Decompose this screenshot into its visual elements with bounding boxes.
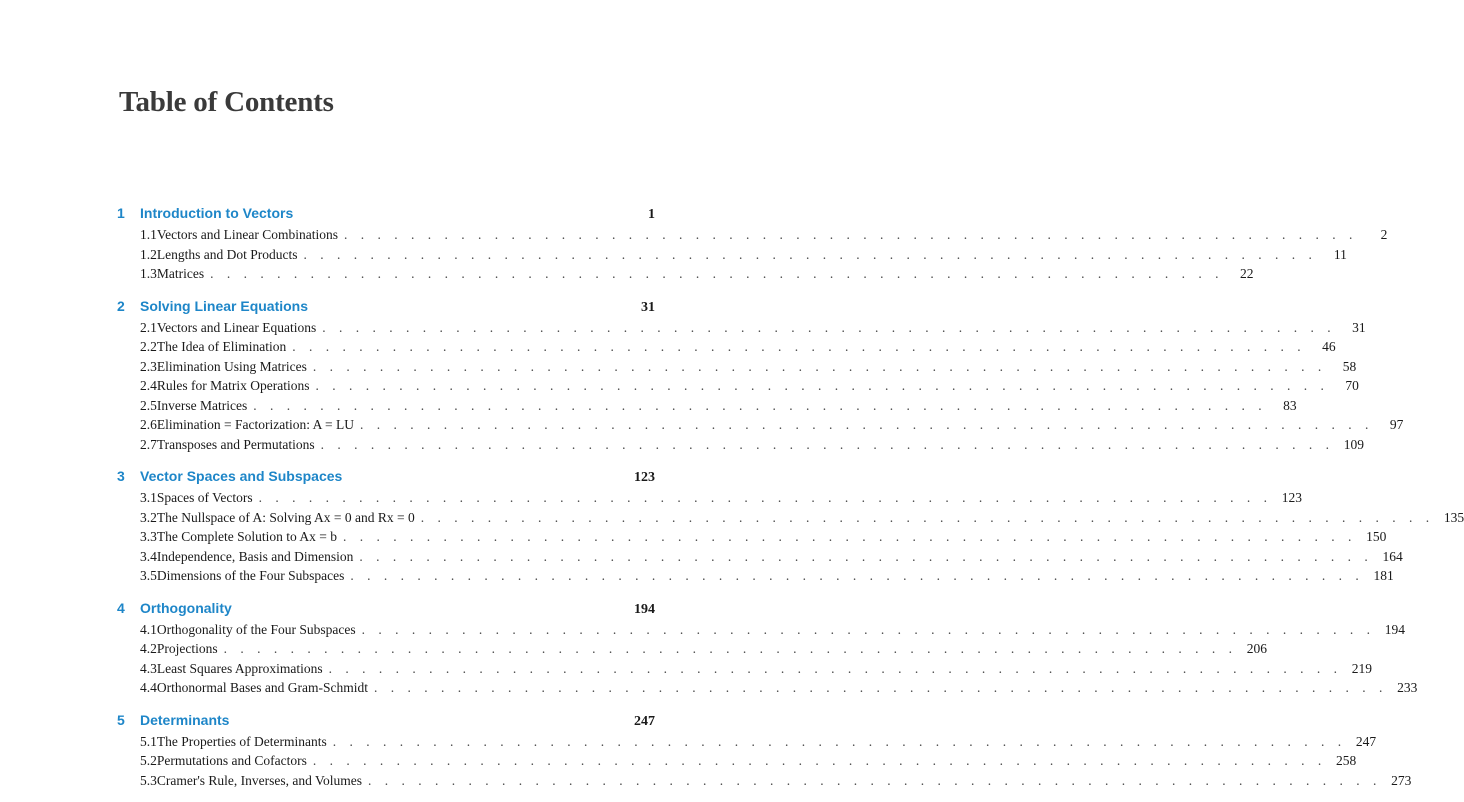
chapter-heading-row[interactable] <box>117 203 655 224</box>
section-title-link[interactable]: Vectors and Linear Equations <box>156 319 317 335</box>
section-entry[interactable] <box>117 488 1302 508</box>
chapter-number: 3 <box>117 468 125 484</box>
section-title-link[interactable]: Orthogonality of the Four Subspaces <box>156 621 356 637</box>
dot-leader: . . . . . . . . . . . . . . . . . . . . . . . . . . . . . . . . . . . . . . . . . . . . . . . . . . . . . . . . . . . . . <box>312 753 1327 768</box>
section-number: 1.1 <box>140 227 157 242</box>
chapter-block <box>117 296 1404 455</box>
section-page-number: 247 <box>1355 733 1377 749</box>
chapter-number: 5 <box>117 711 125 728</box>
section-page-number: 83 <box>1283 397 1297 413</box>
section-number: 1.3 <box>140 266 157 281</box>
section-title-link[interactable]: Cramer's Rule, Inverses, and Volumes <box>156 772 363 788</box>
section-number: 4.2 <box>140 641 157 656</box>
dot-leader: . . . . . . . . . . . . . . . . . . . . . . . . . . . . . . . . . . . . . . . . . . . . . . . . . . . . . . . . . . . . . <box>343 227 1358 242</box>
section-page-number: 219 <box>1351 660 1372 676</box>
section-entry[interactable] <box>117 225 1388 245</box>
section-number: 2.5 <box>140 397 157 413</box>
section-title-link[interactable]: The Nullspace of A: Solving Ax = 0 and Rx = 0 <box>156 509 415 525</box>
section-number: 4.1 <box>140 621 157 637</box>
section-number: 5.1 <box>140 733 157 749</box>
section-number: 5.3 <box>140 772 157 788</box>
section-entry[interactable] <box>117 620 1405 640</box>
dot-leader: . . . . . . . . . . . . . . . . . . . . . . . . . . . . . . . . . . . . . . . . . . . . . . . . . . . . . . . . . . . . . <box>328 660 1342 676</box>
section-title-link[interactable]: Least Squares Approximations <box>156 660 323 676</box>
chapter-block <box>117 466 1464 586</box>
section-title-link[interactable]: The Properties of Determinants <box>156 733 327 749</box>
section-entry[interactable] <box>117 566 1394 586</box>
chapter-block <box>117 203 1388 284</box>
section-page-number: 258 <box>1335 753 1357 768</box>
dot-leader: . . . . . . . . . . . . . . . . . . . . . . . . . . . . . . . . . . . . . . . . . . . . . . . . . . . . . . . . . . . . . <box>368 772 1382 788</box>
section-entry[interactable] <box>117 264 1254 284</box>
dot-leader: . . . . . . . . . . . . . . . . . . . . . . . . . . . . . . . . . . . . . . . . . . . . . . . . . . . . . . . . . . . . . <box>359 548 1373 564</box>
section-title-link[interactable]: The Idea of Elimination <box>156 339 287 354</box>
section-page-number: 135 <box>1443 509 1464 525</box>
section-number: 3.5 <box>140 568 157 583</box>
section-page-number: 11 <box>1333 246 1347 262</box>
chapter-number: 4 <box>117 599 125 616</box>
chapter-page-number: 123 <box>634 470 655 485</box>
section-number: 3.3 <box>140 529 157 544</box>
section-page-number: 58 <box>1342 358 1357 374</box>
section-number: 2.4 <box>140 378 157 393</box>
section-number: 2.1 <box>140 319 157 335</box>
dot-leader: . . . . . . . . . . . . . . . . . . . . . . . . . . . . . . . . . . . . . . . . . . . . . . . . . . . . . . . . . . . . . <box>292 339 1306 354</box>
section-title-link[interactable]: Projections <box>156 641 218 656</box>
section-number: 2.7 <box>140 436 157 452</box>
chapter-title-link[interactable]: Orthogonality <box>140 599 232 616</box>
dot-leader: . . . . . . . . . . . . . . . . . . . . . . . . . . . . . . . . . . . . . . . . . . . . . . . . . . . . . . . . . . . . . <box>210 266 1224 281</box>
section-title-link[interactable]: Orthonormal Bases and Gram-Schmidt <box>156 680 368 695</box>
chapter-title-link[interactable]: Introduction to Vectors <box>140 205 294 221</box>
section-page-number: 31 <box>1352 319 1366 335</box>
section-page-number: 164 <box>1382 548 1403 564</box>
table-of-contents <box>117 203 1464 802</box>
section-page-number: 22 <box>1239 266 1254 281</box>
chapter-page-number: 31 <box>641 299 655 315</box>
section-page-number: 273 <box>1391 772 1412 788</box>
section-entry[interactable] <box>117 245 1347 265</box>
section-title-link[interactable]: Lengths and Dot Products <box>156 246 298 262</box>
chapter-title-link[interactable]: Determinants <box>140 711 230 728</box>
section-title-link[interactable]: Matrices <box>156 266 205 281</box>
dot-leader: . . . . . . . . . . . . . . . . . . . . . . . . . . . . . . . . . . . . . . . . . . . . . . . . . . . . . . . . . . . . . <box>361 621 1375 637</box>
section-entry[interactable] <box>117 527 1387 547</box>
section-entry[interactable] <box>117 678 1418 698</box>
chapter-block <box>117 710 1412 791</box>
section-title-link[interactable]: Dimensions of the Four Subspaces <box>156 568 345 583</box>
section-page-number: 194 <box>1384 621 1405 637</box>
dot-leader: . . . . . . . . . . . . . . . . . . . . . . . . . . . . . . . . . . . . . . . . . . . . . . . . . . . . . . . . . . . . . <box>350 568 1364 583</box>
dot-leader: . . . . . . . . . . . . . . . . . . . . . . . . . . . . . . . . . . . . . . . . . . . . . . . . . . . . . . . . . . . . . <box>322 319 1336 335</box>
section-number: 4.3 <box>140 660 157 676</box>
chapter-heading-row[interactable] <box>117 466 655 487</box>
section-title-link[interactable]: Permutations and Cofactors <box>156 753 307 768</box>
section-title-link[interactable]: Inverse Matrices <box>156 397 248 413</box>
dot-leader: . . . . . . . . . . . . . . . . . . . . . . . . . . . . . . . . . . . . . . . . . . . . . . . . . . . . . . . . . . . . . <box>312 358 1327 374</box>
section-page-number: 233 <box>1397 680 1418 695</box>
section-entry[interactable] <box>117 396 1297 416</box>
chapter-page-number: 247 <box>634 713 655 729</box>
chapter-page-number: 194 <box>634 601 655 617</box>
dot-leader: . . . . . . . . . . . . . . . . . . . . . . . . . . . . . . . . . . . . . . . . . . . . . . . . . . . . . . . . . . . . . <box>359 417 1374 432</box>
section-page-number: 150 <box>1366 529 1387 544</box>
section-entry[interactable] <box>117 659 1372 679</box>
dot-leader: . . . . . . . . . . . . . . . . . . . . . . . . . . . . . . . . . . . . . . . . . . . . . . . . . . . . . . . . . . . . . <box>223 641 1237 656</box>
dot-leader: . . . . . . . . . . . . . . . . . . . . . . . . . . . . . . . . . . . . . . . . . . . . . . . . . . . . . . . . . . . . . <box>315 378 1329 393</box>
section-title-link[interactable]: Elimination = Factorization: A = LU <box>156 417 354 432</box>
section-entry[interactable] <box>117 639 1267 659</box>
dot-leader: . . . . . . . . . . . . . . . . . . . . . . . . . . . . . . . . . . . . . . . . . . . . . . . . . . . . . . . . . . . . . <box>373 680 1388 695</box>
section-number: 1.2 <box>140 246 157 262</box>
section-page-number: 97 <box>1389 417 1404 432</box>
section-entry[interactable] <box>117 732 1377 752</box>
section-title-link[interactable]: The Complete Solution to Ax = b <box>156 529 337 544</box>
section-title-link[interactable]: Independence, Basis and Dimension <box>156 548 354 564</box>
section-entry[interactable] <box>117 547 1403 567</box>
section-page-number: 123 <box>1281 490 1302 505</box>
chapter-heading-row[interactable] <box>117 710 655 731</box>
section-number: 5.2 <box>140 753 157 768</box>
section-entry[interactable] <box>117 435 1364 455</box>
chapter-title-link[interactable]: Vector Spaces and Subspaces <box>140 468 343 484</box>
section-number: 3.4 <box>140 548 157 564</box>
section-page-number: 2 <box>1380 227 1388 242</box>
chapter-title-link[interactable]: Solving Linear Equations <box>140 297 309 314</box>
section-page-number: 206 <box>1246 641 1267 656</box>
chapter-number: 1 <box>117 205 125 221</box>
chapter-heading-row[interactable] <box>117 598 655 619</box>
section-number: 2.2 <box>140 339 157 354</box>
section-title-link[interactable]: Elimination Using Matrices <box>156 358 307 374</box>
chapter-number: 2 <box>117 297 125 314</box>
dot-leader: . . . . . . . . . . . . . . . . . . . . . . . . . . . . . . . . . . . . . . . . . . . . . . . . . . . . . . . . . . . . . <box>320 436 1334 452</box>
page-title: Table of Contents <box>119 86 334 118</box>
section-entry[interactable] <box>117 751 1357 771</box>
section-entry[interactable] <box>117 771 1412 791</box>
chapter-block <box>117 598 1418 698</box>
section-number: 3.2 <box>140 509 157 525</box>
dot-leader: . . . . . . . . . . . . . . . . . . . . . . . . . . . . . . . . . . . . . . . . . . . . . . . . . . . . . . . . . . . . . <box>332 733 1347 749</box>
section-page-number: 46 <box>1322 339 1336 354</box>
dot-leader: . . . . . . . . . . . . . . . . . . . . . . . . . . . . . . . . . . . . . . . . . . . . . . . . . . . . . . . . . . . . . <box>342 529 1357 544</box>
dot-leader: . . . . . . . . . . . . . . . . . . . . . . . . . . . . . . . . . . . . . . . . . . . . . . . . . . . . . . . . . . . . . <box>420 509 1435 525</box>
section-title-link[interactable]: Spaces of Vectors <box>156 490 253 505</box>
chapter-heading-row[interactable] <box>117 296 655 317</box>
section-number: 2.6 <box>140 417 157 432</box>
section-entry[interactable] <box>117 318 1366 338</box>
section-number: 2.3 <box>140 358 157 374</box>
section-page-number: 181 <box>1373 568 1394 583</box>
chapter-page-number: 1 <box>648 207 655 222</box>
section-title-link[interactable]: Transposes and Permutations <box>156 436 315 452</box>
dot-leader: . . . . . . . . . . . . . . . . . . . . . . . . . . . . . . . . . . . . . . . . . . . . . . . . . . . . . . . . . . . . . <box>253 397 1267 413</box>
section-page-number: 70 <box>1345 378 1359 393</box>
section-entry[interactable] <box>117 337 1336 357</box>
section-entry[interactable] <box>117 415 1404 435</box>
section-entry[interactable] <box>117 357 1357 377</box>
dot-leader: . . . . . . . . . . . . . . . . . . . . . . . . . . . . . . . . . . . . . . . . . . . . . . . . . . . . . . . . . . . . . <box>303 246 1317 262</box>
section-title-link[interactable]: Rules for Matrix Operations <box>156 378 310 393</box>
dot-leader: . . . . . . . . . . . . . . . . . . . . . . . . . . . . . . . . . . . . . . . . . . . . . . . . . . . . . . . . . . . . . <box>258 490 1272 505</box>
section-title-link[interactable]: Vectors and Linear Combinations <box>156 227 338 242</box>
section-entry[interactable] <box>117 376 1359 396</box>
section-page-number: 109 <box>1343 436 1364 452</box>
section-entry[interactable] <box>117 508 1464 528</box>
section-number: 4.4 <box>140 680 157 695</box>
section-number: 3.1 <box>140 490 157 505</box>
